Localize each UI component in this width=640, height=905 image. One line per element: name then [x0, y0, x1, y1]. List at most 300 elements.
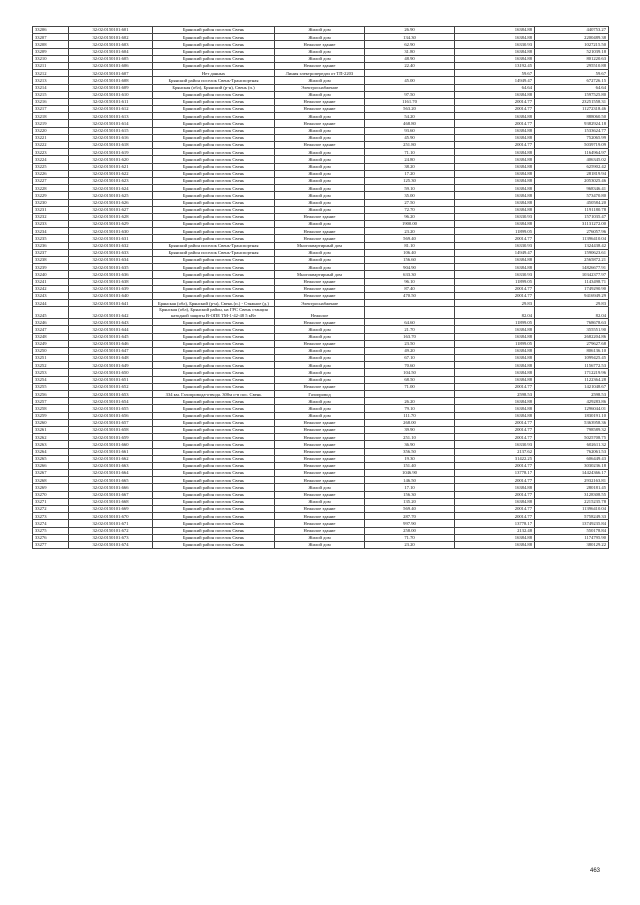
- row-number: 33247: [33, 326, 69, 333]
- cadastral-number: 32:02:0150101:629: [69, 221, 153, 228]
- area-cell: 45.00: [365, 77, 455, 84]
- unit-value-cell: 20014.77: [455, 477, 535, 484]
- cadastral-value-cell: 2053025.46: [535, 177, 609, 184]
- cadastral-value-cell: 5363958.36: [535, 419, 609, 426]
- row-number: 33218: [33, 113, 69, 120]
- row-number: 33212: [33, 70, 69, 77]
- cadastral-number: 32:02:0150101:663: [69, 462, 153, 469]
- area-cell: 87.40: [365, 285, 455, 292]
- address-cell: Брянский район поселок Свень: [153, 292, 275, 299]
- row-number: 33235: [33, 235, 69, 242]
- cadastral-number: 32:02:0150101:626: [69, 199, 153, 206]
- area-cell: 569.40: [365, 235, 455, 242]
- cadastral-number: 32:02:0150101:624: [69, 185, 153, 192]
- table-row: [33, 98, 609, 105]
- row-number: 33240: [33, 271, 69, 278]
- object-type-cell: Многоквартирный дом: [275, 271, 365, 278]
- object-type-cell: Нежилое здание: [275, 120, 365, 127]
- table-row: [33, 362, 609, 369]
- cadastral-value-cell: 2598.53: [535, 391, 609, 398]
- table-row: [33, 383, 609, 390]
- row-number: 33244: [33, 300, 69, 307]
- object-type-cell: Жилой дом: [275, 249, 365, 256]
- table-row: [33, 498, 609, 505]
- page-number: 463: [590, 868, 601, 874]
- table-row: [33, 292, 609, 299]
- address-cell: Брянский район поселок Свень: [153, 498, 275, 505]
- row-number: 33210: [33, 55, 69, 62]
- address-cell: Брянский район поселок Свень: [153, 271, 275, 278]
- table-row: [33, 185, 609, 192]
- row-number: 33207: [33, 34, 69, 41]
- cadastral-value-cell: 29.83: [535, 300, 609, 307]
- unit-value-cell: 20014.77: [455, 98, 535, 105]
- table-row: [33, 278, 609, 285]
- cadastral-number: 32:02:0150101:613: [69, 113, 153, 120]
- row-number: 33246: [33, 319, 69, 326]
- row-number: 33251: [33, 355, 69, 362]
- row-number: 33259: [33, 412, 69, 419]
- area-cell: 151.40: [365, 462, 455, 469]
- row-number: 33209: [33, 48, 69, 55]
- area-cell: 111.70: [365, 412, 455, 419]
- cadastral-value-cell: 1421048.67: [535, 383, 609, 390]
- unit-value-cell: 59.67: [455, 70, 535, 77]
- area-cell: 96.10: [365, 278, 455, 285]
- object-type-cell: Жилой дом: [275, 484, 365, 491]
- unit-value-cell: 16384.88: [455, 333, 535, 340]
- cadastral-number: 32:02:0150101:619: [69, 149, 153, 156]
- address-cell: Брянский район поселок Свень-Транспортная: [153, 77, 275, 84]
- table-row: [33, 340, 609, 347]
- table-row: [33, 113, 609, 120]
- cadastral-number: 32:02:0150101:646: [69, 340, 153, 347]
- cadastral-number: 32:02:0150101:671: [69, 520, 153, 527]
- area-cell: 36.90: [365, 441, 455, 448]
- table-row: [33, 213, 609, 220]
- area-cell: 23.20: [365, 541, 455, 548]
- area-cell: 71.70: [365, 534, 455, 541]
- object-type-cell: Нежилое здание: [275, 491, 365, 498]
- area-cell: [365, 307, 455, 319]
- cadastral-number: 32:02:0150101:674: [69, 541, 153, 548]
- area-cell: 146.50: [365, 477, 455, 484]
- unit-value-cell: 16384.88: [455, 362, 535, 369]
- cadastral-number: 32:02:0150101:641: [69, 300, 153, 307]
- cadastral-value-cell: 406345.02: [535, 156, 609, 163]
- unit-value-cell: 16330.93: [455, 213, 535, 220]
- area-cell: 71.10: [365, 149, 455, 156]
- cadastral-number: 32:02:0150101:669: [69, 506, 153, 513]
- object-type-cell: Жилой дом: [275, 163, 365, 170]
- unit-value-cell: 20014.77: [455, 383, 535, 390]
- unit-value-cell: 16384.88: [455, 113, 535, 120]
- unit-value-cell: 16330.93: [455, 441, 535, 448]
- unit-value-cell: 16384.88: [455, 264, 535, 271]
- cadastral-value-cell: 11396410.04: [535, 235, 609, 242]
- unit-value-cell: 20014.77: [455, 426, 535, 433]
- cadastral-value-cell: 2565872.21: [535, 257, 609, 264]
- cadastral-number: 32:02:0150101:609: [69, 84, 153, 91]
- cadastral-value-cell: 1099425.45: [535, 355, 609, 362]
- cadastral-number: 32:02:0150101:606: [69, 62, 153, 69]
- cadastral-number: 32:02:0150101:651: [69, 376, 153, 383]
- cadastral-value-cell: 602611.32: [535, 441, 609, 448]
- unit-value-cell: 16384.88: [455, 156, 535, 163]
- row-number: 33248: [33, 333, 69, 340]
- area-cell: 71.00: [365, 383, 455, 390]
- object-type-cell: Жилой дом: [275, 113, 365, 120]
- object-type-cell: Нежилое здание: [275, 470, 365, 477]
- table-row: [33, 235, 609, 242]
- cadastral-value-cell: 573470.80: [535, 192, 609, 199]
- row-number: 33206: [33, 27, 69, 34]
- row-number: 33270: [33, 491, 69, 498]
- area-cell: 1046.90: [365, 470, 455, 477]
- area-cell: 26.90: [365, 27, 455, 34]
- area-cell: 49.20: [365, 347, 455, 354]
- object-type-cell: Нежилое здание: [275, 62, 365, 69]
- table-row: [33, 326, 609, 333]
- object-type-cell: Жилой дом: [275, 362, 365, 369]
- cadastral-value-cell: 31131272.00: [535, 221, 609, 228]
- table-row: [33, 319, 609, 326]
- object-type-cell: Жилой дом: [275, 257, 365, 264]
- address-cell: Брянский район поселок Свень: [153, 48, 275, 55]
- cadastral-number: 32:02:0150101:603: [69, 41, 153, 48]
- address-cell: Брянский район поселок Свень: [153, 455, 275, 462]
- address-cell: Брянский район поселок Свень: [153, 285, 275, 292]
- cadastral-value-cell: 13749235.84: [535, 520, 609, 527]
- object-type-cell: Жилой дом: [275, 77, 365, 84]
- unit-value-cell: 64.64: [455, 84, 535, 91]
- row-number: 33253: [33, 369, 69, 376]
- cadastral-value-cell: 606449.43: [535, 455, 609, 462]
- address-cell: Брянский район поселок Свень: [153, 62, 275, 69]
- address-cell: Брянская (обл), Брянский (р-н), Свень (п.) - Стяжное (д.): [153, 300, 275, 307]
- table-row: [33, 333, 609, 340]
- table-row: [33, 170, 609, 177]
- row-number: 33221: [33, 134, 69, 141]
- address-cell: Брянский район поселок Свень: [153, 520, 275, 527]
- unit-value-cell: 16330.93: [455, 242, 535, 249]
- cadastral-value-cell: 5758249.33: [535, 513, 609, 520]
- row-number: 33255: [33, 383, 69, 390]
- table-row: [33, 249, 609, 256]
- table-row: [33, 271, 609, 278]
- area-cell: 251.10: [365, 434, 455, 441]
- row-number: 33208: [33, 41, 69, 48]
- row-number: 33276: [33, 534, 69, 541]
- object-type-cell: Нежилое здание: [275, 434, 365, 441]
- unit-value-cell: 20014.77: [455, 506, 535, 513]
- area-cell: [365, 300, 455, 307]
- object-type-cell: Нежилое: [275, 307, 365, 319]
- area-cell: 70.60: [365, 362, 455, 369]
- cadastral-number: 32:02:0150101:622: [69, 170, 153, 177]
- cadastral-value-cell: 276057.96: [535, 228, 609, 235]
- cadastral-value-cell: 752065.99: [535, 134, 609, 141]
- table-row: [33, 491, 609, 498]
- unit-value-cell: 20014.77: [455, 434, 535, 441]
- cadastral-number: 32:02:0150101:645: [69, 333, 153, 340]
- address-cell: Брянский район поселок Свень: [153, 470, 275, 477]
- row-number: 33266: [33, 462, 69, 469]
- address-cell: Брянский район поселок Свень: [153, 355, 275, 362]
- row-number: 33257: [33, 398, 69, 405]
- table-row: [33, 434, 609, 441]
- cadastral-number: 32:02:0150101:670: [69, 513, 153, 520]
- row-number: 33250: [33, 347, 69, 354]
- object-type-cell: Жилой дом: [275, 134, 365, 141]
- area-cell: 23.50: [365, 340, 455, 347]
- address-cell: Брянский район поселок Свень: [153, 170, 275, 177]
- unit-value-cell: 13192.45: [455, 62, 535, 69]
- cadastral-number: 32:02:0150101:648: [69, 355, 153, 362]
- address-cell: Брянский район поселок Свень: [153, 448, 275, 455]
- unit-value-cell: 16384.88: [455, 398, 535, 405]
- cadastral-value-cell: 9416949.29: [535, 292, 609, 299]
- row-number: 33260: [33, 419, 69, 426]
- cadastral-number: 32:02:0150101:667: [69, 491, 153, 498]
- cadastral-number: 32:02:0150101:642: [69, 307, 153, 319]
- address-cell: Брянский район поселок Свень: [153, 213, 275, 220]
- cadastral-number: 32:02:0150101:632: [69, 242, 153, 249]
- row-number: 33238: [33, 257, 69, 264]
- cadastral-number: 32:02:0150101:612: [69, 106, 153, 113]
- area-cell: 45.90: [365, 134, 455, 141]
- address-cell: Брянский район поселок Свень: [153, 127, 275, 134]
- address-cell: Брянский район поселок Свень: [153, 434, 275, 441]
- row-number: 33223: [33, 149, 69, 156]
- table-row: [33, 264, 609, 271]
- cadastral-value-cell: 429283.86: [535, 398, 609, 405]
- address-cell: Брянский район поселок Свень: [153, 264, 275, 271]
- cadastral-value-cell: 1749290.90: [535, 285, 609, 292]
- table-row: [33, 27, 609, 34]
- row-number: 33225: [33, 163, 69, 170]
- object-type-cell: Жилой дом: [275, 498, 365, 505]
- cadastral-value-cell: 279627.68: [535, 340, 609, 347]
- object-type-cell: Нежилое здание: [275, 441, 365, 448]
- cadastral-value-cell: 1597525.80: [535, 91, 609, 98]
- address-cell: Брянский район поселок Свень: [153, 347, 275, 354]
- row-number: 33237: [33, 249, 69, 256]
- address-cell: Брянский район поселок Свень: [153, 27, 275, 34]
- address-cell: Брянский район поселок Свень: [153, 228, 275, 235]
- table-row: [33, 134, 609, 141]
- table-row: [33, 534, 609, 541]
- address-cell: Брянский район поселок Свень: [153, 149, 275, 156]
- unit-value-cell: 11899.05: [455, 278, 535, 285]
- unit-value-cell: 29.83: [455, 300, 535, 307]
- row-number: 33211: [33, 62, 69, 69]
- address-cell: Брянский район поселок Свень: [153, 134, 275, 141]
- area-cell: 26.20: [365, 398, 455, 405]
- unit-value-cell: 16384.88: [455, 199, 535, 206]
- table-row: [33, 300, 609, 307]
- address-cell: Брянский район поселок Свень: [153, 41, 275, 48]
- unit-value-cell: 16384.88: [455, 134, 535, 141]
- row-number: 33262: [33, 434, 69, 441]
- table-row: [33, 448, 609, 455]
- unit-value-cell: 16384.88: [455, 91, 535, 98]
- object-type-cell: Жилой дом: [275, 376, 365, 383]
- row-number: 33277: [33, 541, 69, 548]
- cadastral-number: 32:02:0150101:650: [69, 369, 153, 376]
- area-cell: 81.10: [365, 242, 455, 249]
- cadastral-number: 32:02:0150101:649: [69, 362, 153, 369]
- address-cell: Брянский район поселок Свень: [153, 235, 275, 242]
- unit-value-cell: 16384.88: [455, 34, 535, 41]
- table-row: [33, 257, 609, 264]
- cadastral-number: 32:02:0150101:655: [69, 405, 153, 412]
- unit-value-cell: 11899.05: [455, 340, 535, 347]
- unit-value-cell: 20014.77: [455, 419, 535, 426]
- cadastral-value-cell: 3128308.55: [535, 491, 609, 498]
- address-cell: Брянский район поселок Свень: [153, 412, 275, 419]
- unit-value-cell: 16384.88: [455, 412, 535, 419]
- area-cell: 563.20: [365, 106, 455, 113]
- cadastral-value-cell: 2215235.78: [535, 498, 609, 505]
- row-number: 33239: [33, 264, 69, 271]
- area-cell: 27.50: [365, 199, 455, 206]
- table-row: [33, 221, 609, 228]
- cadastral-value-cell: 521039.18: [535, 48, 609, 55]
- address-cell: Брянский район поселок Свень: [153, 55, 275, 62]
- cadastral-value-cell: 11396410.04: [535, 506, 609, 513]
- cadastral-number: 32:02:0150101:621: [69, 163, 153, 170]
- row-number: 33272: [33, 506, 69, 513]
- cadastral-number: 32:02:0150101:620: [69, 156, 153, 163]
- table-row: [33, 484, 609, 491]
- cadastral-value-cell: 550178.84: [535, 527, 609, 534]
- unit-value-cell: 16384.88: [455, 355, 535, 362]
- registry-table: [32, 26, 609, 549]
- row-number: 33268: [33, 477, 69, 484]
- area-cell: 633.30: [365, 271, 455, 278]
- area-cell: 104.50: [365, 369, 455, 376]
- cadastral-number: 32:02:0150101:630: [69, 228, 153, 235]
- object-type-cell: Нежилое здание: [275, 448, 365, 455]
- object-type-cell: Жилой дом: [275, 149, 365, 156]
- row-number: 33214: [33, 84, 69, 91]
- unit-value-cell: 20014.77: [455, 142, 535, 149]
- address-cell: Брянский район поселок Свень: [153, 398, 275, 405]
- address-cell: Брянский район поселок Свень: [153, 163, 275, 170]
- unit-value-cell: 13778.17: [455, 470, 535, 477]
- row-number: 33227: [33, 177, 69, 184]
- cadastral-number: 32:02:0150101:627: [69, 206, 153, 213]
- unit-value-cell: 16384.88: [455, 498, 535, 505]
- table-row: [33, 55, 609, 62]
- cadastral-value-cell: 380129.22: [535, 541, 609, 548]
- unit-value-cell: 20014.77: [455, 235, 535, 242]
- area-cell: 23.20: [365, 228, 455, 235]
- address-cell: Брянский район поселок Свень: [153, 278, 275, 285]
- object-type-cell: Жилой дом: [275, 199, 365, 206]
- address-cell: Брянский район поселок Свень: [153, 541, 275, 548]
- unit-value-cell: 16330.93: [455, 41, 535, 48]
- cadastral-number: 32:02:0150101:640: [69, 292, 153, 299]
- table-row: [33, 156, 609, 163]
- address-cell: Брянский район поселок Свень-Транспортная: [153, 242, 275, 249]
- cadastral-number: 32:02:0150101:618: [69, 142, 153, 149]
- area-cell: 1900.00: [365, 221, 455, 228]
- row-number: 33269: [33, 484, 69, 491]
- unit-value-cell: 16384.88: [455, 376, 535, 383]
- address-cell: Брянский район поселок Свень: [153, 34, 275, 41]
- cadastral-number: 32:02:0150101:607: [69, 70, 153, 77]
- table-row: [33, 426, 609, 433]
- address-cell: Брянский район поселок Свень: [153, 326, 275, 333]
- cadastral-number: 32:02:0150101:608: [69, 77, 153, 84]
- cadastral-number: 32:02:0150101:615: [69, 127, 153, 134]
- object-type-cell: Электроснабжение: [275, 300, 365, 307]
- area-cell: 287.70: [365, 513, 455, 520]
- table-row: [33, 228, 609, 235]
- unit-value-cell: 16384.88: [455, 185, 535, 192]
- object-type-cell: Жилой дом: [275, 333, 365, 340]
- row-number: 33229: [33, 192, 69, 199]
- object-type-cell: Многоквартирный дом: [275, 242, 365, 249]
- address-cell: Брянский район поселок Свень: [153, 257, 275, 264]
- table-row: [33, 242, 609, 249]
- object-type-cell: Жилой дом: [275, 206, 365, 213]
- table-row: [33, 369, 609, 376]
- object-type-cell: Нежилое здание: [275, 383, 365, 390]
- address-cell: Брянский район поселок Свень: [153, 369, 275, 376]
- unit-value-cell: 20014.77: [455, 462, 535, 469]
- area-cell: [365, 391, 455, 398]
- object-type-cell: Нежилое здание: [275, 285, 365, 292]
- object-type-cell: Жилой дом: [275, 355, 365, 362]
- row-number: 33243: [33, 292, 69, 299]
- address-cell: Брянский район поселок Свень: [153, 98, 275, 105]
- object-type-cell: Жилой дом: [275, 91, 365, 98]
- table-row: [33, 163, 609, 170]
- cadastral-value-cell: 5025708.75: [535, 434, 609, 441]
- area-cell: 64.60: [365, 319, 455, 326]
- area-cell: 17.10: [365, 484, 455, 491]
- object-type-cell: Нежилое здание: [275, 98, 365, 105]
- address-cell: Брянский район поселок Свень: [153, 513, 275, 520]
- cadastral-value-cell: 10342377.97: [535, 271, 609, 278]
- address-cell: Брянский район поселок Свень: [153, 484, 275, 491]
- row-number: 33215: [33, 91, 69, 98]
- cadastral-number: 32:02:0150101:623: [69, 177, 153, 184]
- object-type-cell: Нежилое здание: [275, 319, 365, 326]
- address-cell: Брянский район поселок Свень: [153, 192, 275, 199]
- address-cell: Брянский район поселок Свень: [153, 333, 275, 340]
- area-cell: 251.80: [365, 142, 455, 149]
- cadastral-number: 32:02:0150101:654: [69, 398, 153, 405]
- row-number: 33230: [33, 199, 69, 206]
- object-type-cell: Нежилое здание: [275, 520, 365, 527]
- cadastral-value-cell: 1830191.10: [535, 412, 609, 419]
- address-cell: Брянская (обл), Брянский район, на ГРС Свень станция катодной защиты В-ОПЕ ТМ-1-42-48 5 кВт: [153, 307, 275, 319]
- table-row: [33, 307, 609, 319]
- area-cell: 22.40: [365, 62, 455, 69]
- cadastral-value-cell: 2682204.86: [535, 333, 609, 340]
- address-cell: Брянский район поселок Свень: [153, 527, 275, 534]
- row-number: 33245: [33, 307, 69, 319]
- cadastral-number: 32:02:0150101:653: [69, 391, 153, 398]
- unit-value-cell: 16384.88: [455, 221, 535, 228]
- area-cell: 93.60: [365, 127, 455, 134]
- area-cell: 569.40: [365, 506, 455, 513]
- address-cell: Брянский район поселок Свень: [153, 199, 275, 206]
